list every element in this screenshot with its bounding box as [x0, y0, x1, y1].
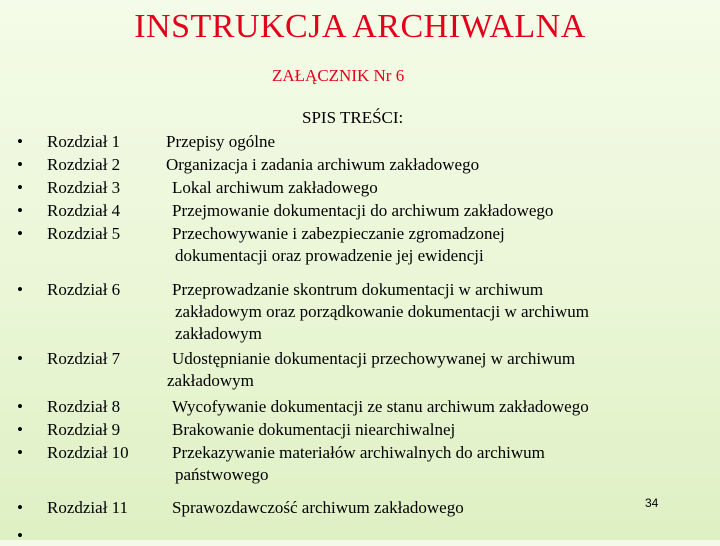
bullet-marker: • — [17, 443, 23, 462]
toc-chapter-label: Rozdział 6 — [47, 280, 121, 299]
bullet-marker: • — [17, 397, 23, 416]
bullet-marker: • — [17, 498, 23, 517]
toc-chapter-title: zakładowym — [167, 371, 254, 390]
toc-chapter-label: Rozdział 9 — [47, 420, 121, 439]
toc-chapter-title: Lokal archiwum zakładowego — [172, 178, 378, 197]
page-number: 34 — [645, 496, 659, 510]
attachment-label: ZAŁĄCZNIK Nr 6 — [272, 66, 405, 85]
toc-chapter-label: Rozdział 8 — [47, 397, 121, 416]
bullet-marker: • — [17, 280, 23, 299]
toc-chapter-title: Brakowanie dokumentacji niearchiwalnej — [172, 420, 456, 439]
bullet-marker: • — [17, 132, 23, 151]
toc-chapter-title: Przepisy ogólne — [166, 132, 276, 151]
toc-chapter-title: Przeprowadzanie skontrum dokumentacji w archiwum — [172, 280, 544, 299]
toc-chapter-label: Rozdział 3 — [47, 178, 121, 197]
toc-chapter-label: Rozdział 2 — [47, 155, 121, 174]
toc-chapter-title: Organizacja i zadania archiwum zakładowego — [166, 155, 480, 174]
toc-chapter-label: Rozdział 5 — [47, 224, 121, 243]
toc-chapter-label: Rozdział 10 — [47, 443, 129, 462]
toc-chapter-label: Rozdział 7 — [47, 349, 121, 368]
toc-chapter-label: Rozdział 11 — [47, 498, 129, 517]
bullet-marker: • — [17, 526, 23, 545]
toc-chapter-title: Przechowywanie i zabezpieczanie zgromadzonej — [172, 224, 505, 243]
toc-chapter-title: Wycofywanie dokumentacji ze stanu archiwum zakładowego — [172, 397, 589, 416]
toc-chapter-title: zakładowym oraz porządkowanie dokumentacji w archiwum — [175, 302, 589, 321]
bullet-marker: • — [17, 420, 23, 439]
toc-chapter-label: Rozdział 4 — [47, 201, 121, 220]
toc-chapter-title: państwowego — [175, 465, 269, 484]
document-title: INSTRUKCJA ARCHIWALNA — [134, 8, 586, 45]
bullet-marker: • — [17, 349, 23, 368]
toc-chapter-title: dokumentacji oraz prowadzenie jej ewidencji — [175, 246, 484, 265]
toc-chapter-title: Udostępnianie dokumentacji przechowywanej w archiwum — [172, 349, 576, 368]
toc-chapter-title: Przejmowanie dokumentacji do archiwum zakładowego — [172, 201, 554, 220]
bullet-marker: • — [17, 178, 23, 197]
toc-heading: SPIS TREŚCI: — [302, 108, 404, 127]
toc-chapter-title: Sprawozdawczość archiwum zakładowego — [172, 498, 464, 517]
toc-chapter-title: zakładowym — [175, 324, 262, 343]
bullet-marker: • — [17, 224, 23, 243]
toc-chapter-title: Przekazywanie materiałów archiwalnych do archiwum — [172, 443, 545, 462]
bullet-marker: • — [17, 155, 23, 174]
bullet-marker: • — [17, 201, 23, 220]
toc-chapter-label: Rozdział 1 — [47, 132, 121, 151]
